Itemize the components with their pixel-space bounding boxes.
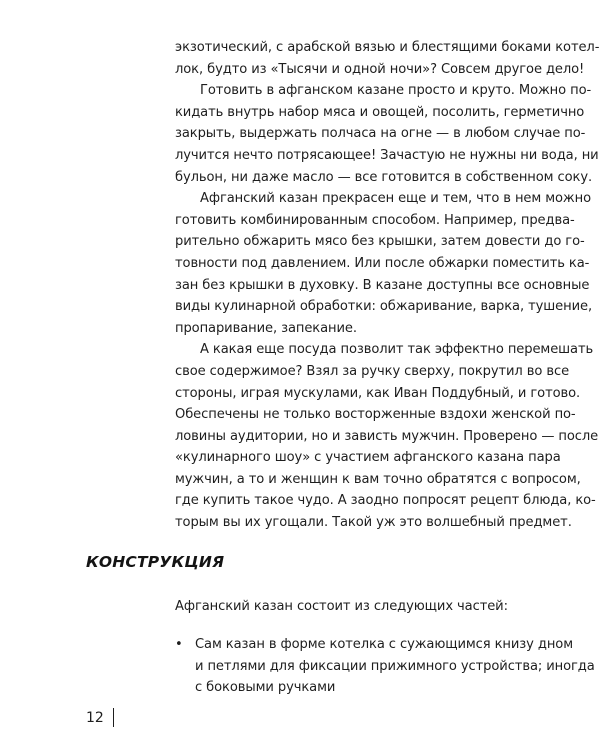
text-line: пропаривание, запекание.: [175, 320, 357, 336]
bullet-line: с боковыми ручками: [195, 680, 336, 696]
text-line: виды кулинарной обработки: обжаривание, варка, тушение,: [175, 299, 593, 315]
text-line: Обеспечены не только восторженные вздохи женской по-: [175, 407, 576, 423]
text-line: Готовить в афганском казане просто и круто. Можно по-: [200, 83, 592, 99]
text-line: товности под давлением. Или после обжарки поместить ка-: [175, 255, 590, 271]
bullet-item: [175, 634, 595, 699]
text-line: кидать внутрь набор мяса и овощей, посолить, герметично: [175, 104, 585, 120]
paragraph-2: [175, 80, 599, 188]
bullet-list: [175, 634, 595, 699]
text-line: бульон, ни даже масло — все готовится в собственном соку.: [175, 169, 593, 185]
text-line: закрыть, выдержать полчаса на огне — в любом случае по-: [175, 126, 586, 142]
text-line: торым вы их угощали. Такой уж это волшебный предмет.: [175, 515, 572, 531]
section-intro: Афганский казан состоит из следующих частей:: [175, 599, 508, 614]
bullet-line: и петлями для фиксации прижимного устройства; иногда: [195, 658, 595, 674]
text-line: лучится нечто потрясающее! Зачастую не нужны ни вода, ни: [175, 147, 599, 163]
page-divider: [113, 708, 115, 727]
page-footer: [86, 708, 114, 727]
text-line: зан без крышки в духовку. В казане доступны все основные: [175, 277, 590, 293]
text-line: рительно обжарить мясо без крышки, затем довести до го-: [175, 234, 585, 250]
body-text: [175, 37, 600, 534]
section-heading: КОНСТРУКЦИЯ: [86, 553, 225, 571]
bullet-icon: •: [175, 637, 183, 652]
paragraph-3: [175, 188, 593, 339]
bullet-line: Сам казан в форме котелка с сужающимся книзу дном: [195, 637, 573, 652]
text-line: лок, будто из «Тысячи и одной ночи»? Совсем другое дело!: [175, 61, 585, 77]
text-line: «кулинарного шоу» с участием афганского казана пара: [175, 450, 561, 466]
text-line: Афганский казан прекрасен еще и тем, что в нем можно: [200, 191, 591, 207]
text-line: А какая еще посуда позволит так эффектно перемешать: [200, 342, 594, 358]
page-number: 12: [86, 709, 104, 726]
paragraph-4: [175, 339, 599, 533]
text-line: готовить комбинированным способом. Например, предва-: [175, 212, 575, 228]
text-line: стороны, играя мускулами, как Иван Поддубный, и готово.: [175, 385, 581, 401]
text-line: где купить такое чудо. А заодно попросят рецепт блюда, ко-: [175, 493, 596, 509]
paragraph-1: [175, 37, 600, 80]
bullet-text: [195, 634, 595, 699]
text-line: мужчин, а то и женщин к вам точно обратятся с вопросом,: [175, 471, 581, 487]
text-line: свое содержимое? Взял за ручку сверху, покрутил во все: [175, 363, 570, 379]
text-line: ловины аудитории, но и зависть мужчин. Проверено — после: [175, 428, 599, 444]
text-line: экзотический, с арабской вязью и блестящими боками котел-: [175, 40, 600, 55]
